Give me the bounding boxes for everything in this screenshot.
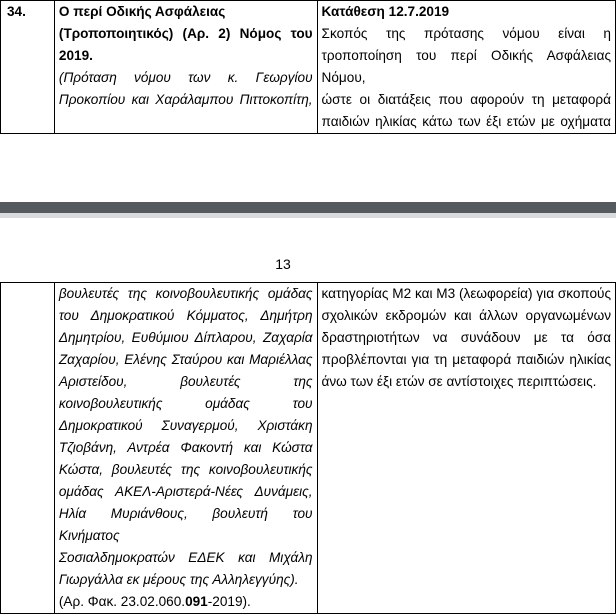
- page-number: 13: [275, 256, 291, 272]
- sponsors-line: Τζιοβάνη, Αντρέα Φακοντή και Κώστα: [58, 440, 313, 455]
- purpose-line: παιδιών ηλικίας κάτω των έξι ετών με οχήματα: [321, 114, 611, 129]
- description-line: κατηγορίας Μ2 και Μ3 (λεωφορεία) για σκοπούς: [321, 286, 611, 301]
- purpose-line: τροποποίηση του περί Οδικής Ασφάλειας Νόμου,: [321, 48, 611, 85]
- file-reference: [59, 591, 313, 613]
- page-separator-shadow: [0, 213, 616, 218]
- description-line: σχολικών εκδρομών και άλλων οργανωμένων: [321, 308, 611, 323]
- proposal-line: Προκοπίου και Χαράλαμπου Πιττοκοπίτη,: [58, 92, 313, 107]
- item-number-empty: [1, 283, 55, 614]
- sponsors-line: Σοσιαλδημοκρατών ΕΔΕΚ και Μιχάλη: [58, 550, 313, 565]
- sponsors-line: Γιωργάλλα εκ μέρους της Αλληλεγγύης).: [58, 572, 299, 587]
- item-number: 34.: [1, 1, 55, 134]
- file-reference-prefix: (Αρ. Φακ. 23.02.060.: [58, 594, 186, 609]
- sponsors-line: Δημοκρατικού Συναγερμού, Χριστάκη: [58, 418, 313, 433]
- description-line: προβλέπονται για τη μεταφορά παιδιών ηλικίας: [321, 352, 611, 367]
- sponsors-line: του Δημοκρατικού Κόμματος, Δημήτρη: [58, 308, 313, 323]
- description-cell: [317, 283, 615, 614]
- file-reference-suffix: -2019).: [207, 594, 251, 609]
- description-line: άνω των έξι ετών σε αντίστοιχες περιπτώσεις.: [321, 374, 597, 389]
- deposit-date: Κατάθεση 12.7.2019: [321, 4, 450, 19]
- sponsors-line: Ζαχαρίου, Ελένης Σταύρου και Μαριέλλας: [58, 352, 313, 367]
- sponsors-line: Κώστα, βουλευτές της κοινοβουλευτικής: [58, 462, 313, 477]
- sponsors-line: βουλευτές της κοινοβουλευτικής ομάδας: [58, 286, 313, 301]
- sponsors-line: κοινοβουλευτικής ομάδας του: [58, 396, 313, 411]
- bill-description-cell: [317, 1, 615, 134]
- sponsors-line: Δημητρίου, Ευθύμιου Δίπλαρου, Ζαχαρία: [58, 330, 313, 345]
- sponsors-line: Αριστείδου, βουλευτές της: [58, 374, 313, 389]
- bill-title-line: (Τροποποιητικός) (Αρ. 2) Νόμος του: [58, 26, 313, 41]
- table-row: [1, 1, 616, 134]
- sponsors-line: ομάδας ΑΚΕΛ-Αριστερά-Νέες Δυνάμεις,: [58, 484, 313, 499]
- sponsors-cell: [54, 283, 317, 614]
- bill-title-cell: [54, 1, 317, 134]
- legislation-table-top: [0, 0, 616, 134]
- table-row: [1, 283, 616, 614]
- bill-title-line: 2019.: [58, 48, 93, 63]
- file-reference-number: 091: [185, 594, 208, 609]
- bill-title-line: Ο περί Οδικής Ασφάλειας: [58, 4, 226, 19]
- purpose-line: ώστε οι διατάξεις που αφορούν τη μεταφορά: [321, 92, 611, 107]
- sponsors-line: Ηλία Μυριάνθους, βουλευτή του Κινήματος: [58, 506, 313, 543]
- purpose-line: Σκοπός της πρότασης νόμου είναι η: [321, 26, 611, 41]
- page-separator: [0, 202, 616, 213]
- proposal-line: (Πρόταση νόμου των κ. Γεωργίου: [58, 70, 313, 85]
- legislation-table-bottom: [0, 282, 616, 614]
- description-line: δραστηριοτήτων να συνάδουν με τα όσα: [321, 330, 611, 345]
